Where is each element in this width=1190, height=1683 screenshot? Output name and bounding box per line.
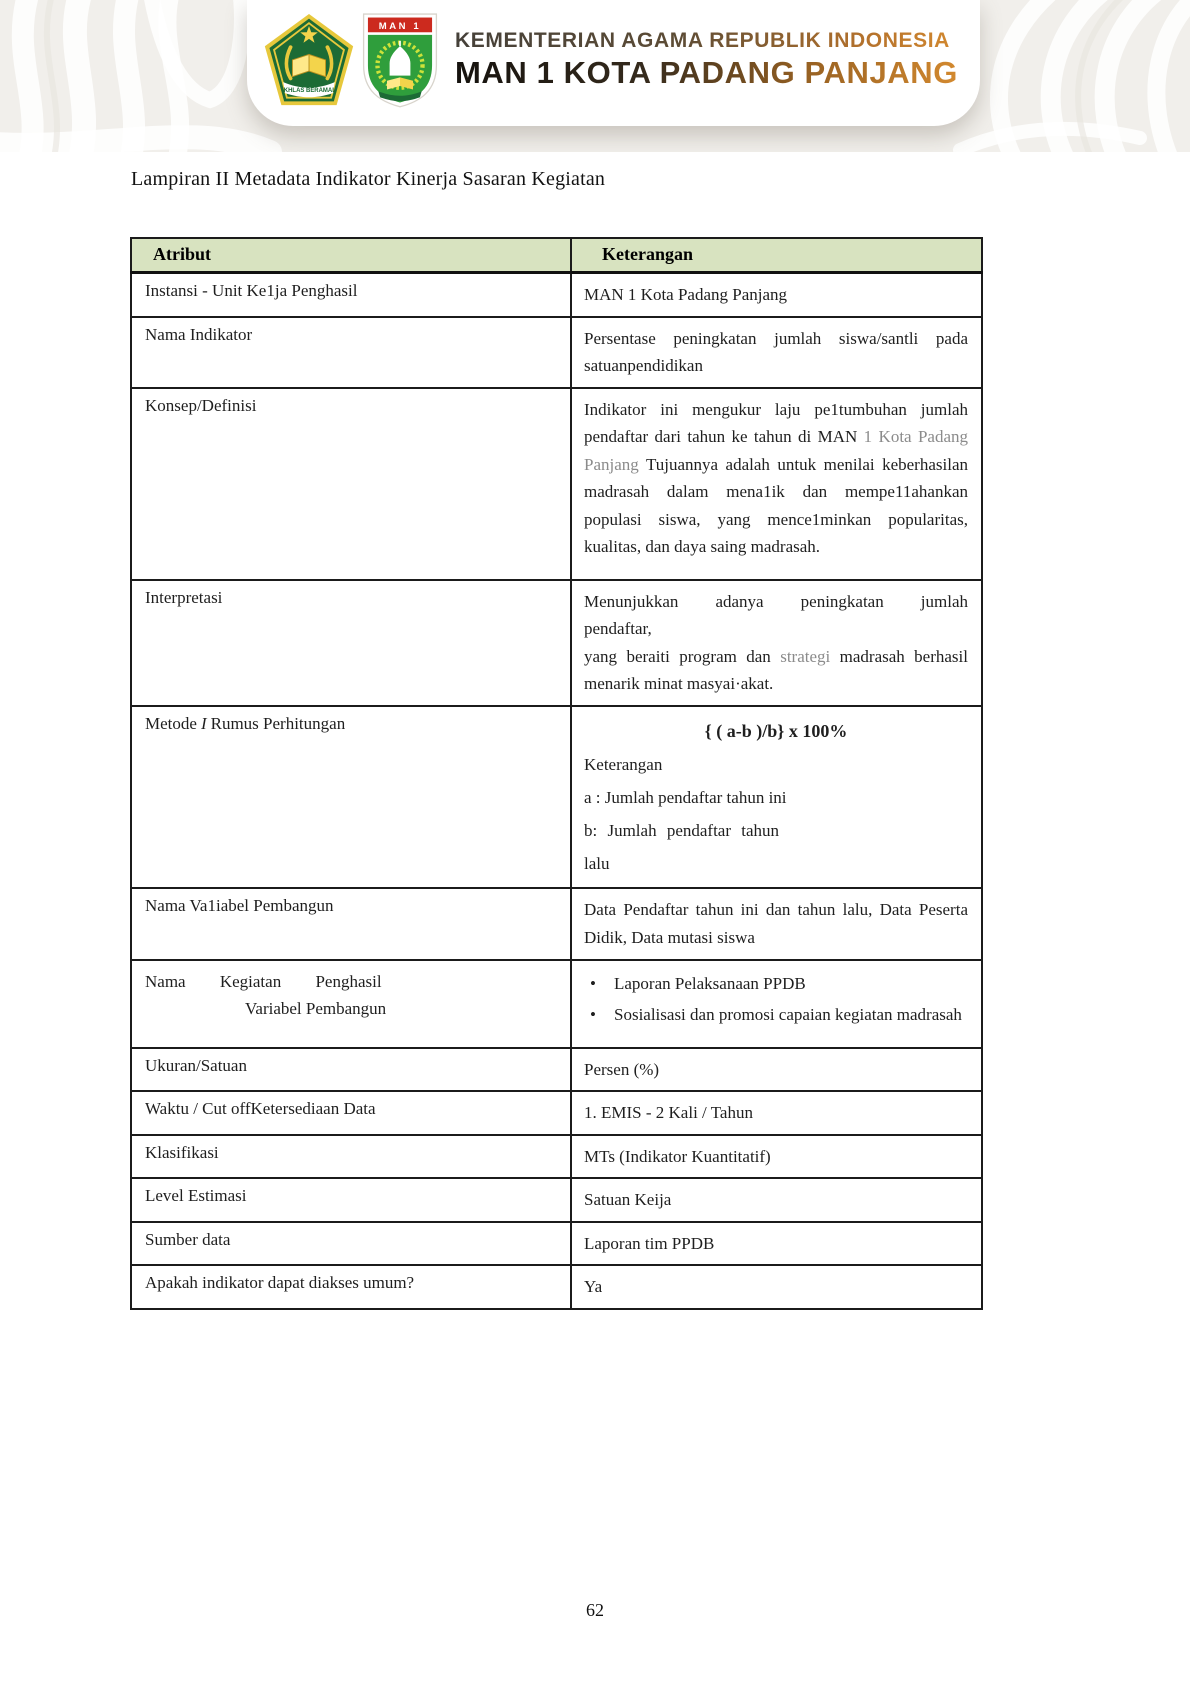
ministry-name: KEMENTERIAN AGAMA REPUBLIK INDONESIA [455, 29, 958, 53]
attr-metode: Metode I Rumus Perhitungan [131, 706, 571, 889]
column-header-keterangan: Keterangan [571, 238, 982, 273]
value-level: Satuan Keija [571, 1178, 982, 1222]
value-metode: { ( a-b )/b} x 100% Keterangan a : Jumlah pendaftar tahun ini b: Jumlah pendaftar tahun lalu [571, 706, 982, 889]
value-waktu: 1. EMIS - 2 Kali / Tahun [571, 1091, 982, 1135]
value-instansi: MAN 1 Kota Padang Panjang [571, 273, 982, 317]
table-row [131, 317, 982, 388]
attr-akses: Apakah indikator dapat diakses umum? [131, 1265, 571, 1309]
attr-nama-indikator: Nama Indikator [131, 317, 571, 388]
table-row [131, 273, 982, 317]
table-row [131, 580, 982, 706]
table-row [131, 1091, 982, 1135]
man1-logo [361, 10, 439, 110]
value-akses: Ya [571, 1265, 982, 1309]
school-name: MAN 1 KOTA PADANG PANJANG [455, 55, 958, 90]
table-row [131, 1048, 982, 1092]
value-kegiatan [571, 960, 982, 1048]
value-interpretasi: Menunjukkan adanya peningkatan jumlah pendaftar, yang beraiti program dan strategi madrasah berhasil menarik minat masyai·akat. [571, 580, 982, 706]
letterhead-banner [0, 0, 1190, 152]
attr-sumber: Sumber data [131, 1222, 571, 1266]
document-title: Lampiran II Metadata Indikator Kinerja Sasaran Kegiatan [131, 168, 606, 190]
table-row [131, 1265, 982, 1309]
letterhead-card [247, 0, 980, 126]
table-row [131, 888, 982, 959]
bullet-icon: • [590, 1004, 596, 1024]
attr-klasifikasi: Klasifikasi [131, 1135, 571, 1179]
table-row [131, 388, 982, 580]
man1-banner-text: MAN 1 [378, 20, 422, 32]
value-ukuran: Persen (%) [571, 1048, 982, 1092]
kemenag-ribbon-text: IKHLAS BERAMAL [282, 88, 336, 95]
value-nama-indikator: Persentase peningkatan jumlah siswa/santli pada satuanpendidikan [571, 317, 982, 388]
attr-ukuran: Ukuran/Satuan [131, 1048, 571, 1092]
table-header-row [131, 238, 982, 273]
attr-variabel: Nama Va1iabel Pembangun [131, 888, 571, 959]
list-item: • Laporan Pelaksanaan PPDB [584, 968, 968, 999]
attr-waktu: Waktu / Cut offKetersediaan Data [131, 1091, 571, 1135]
column-header-atribut: Atribut [131, 238, 571, 273]
page-number: 62 [586, 1600, 604, 1620]
table-row [131, 960, 982, 1048]
table-row [131, 1222, 982, 1266]
value-variabel: Data Pendaftar tahun ini dan tahun lalu, Data Peserta Didik, Data mutasi siswa [571, 888, 982, 959]
attr-level: Level Estimasi [131, 1178, 571, 1222]
table-row [131, 1178, 982, 1222]
value-sumber: Laporan tim PPDB [571, 1222, 982, 1266]
attr-kegiatan: Nama Kegiatan Penghasil Variabel Pembangun [131, 960, 571, 1048]
attr-interpretasi: Interpretasi [131, 580, 571, 706]
metadata-table [130, 237, 983, 1310]
list-item: • Sosialisasi dan promosi capaian kegiatan madrasah [584, 999, 968, 1030]
kemenag-logo [263, 12, 355, 108]
value-klasifikasi: MTs (Indikator Kuantitatif) [571, 1135, 982, 1179]
letterhead-text [455, 29, 958, 91]
value-konsep: Indikator ini mengukur laju pe1tumbuhan jumlah pendaftar dari tahun ke tahun di MAN 1 Kota Padang Panjang Tujuannya adalah untuk menilai keberhasilan madrasah dalam mena1ik dan mempe11ahankan populasi siswa, yang mence1minkan popularitas, kualitas, dan daya saing madrasah. [571, 388, 982, 580]
bullet-icon: • [590, 973, 596, 993]
table-row [131, 1135, 982, 1179]
table-row [131, 706, 982, 889]
formula-text: { ( a-b )/b} x 100% [704, 720, 848, 741]
attr-instansi: Instansi - Unit Ke1ja Penghasil [131, 273, 571, 317]
attr-konsep: Konsep/Definisi [131, 388, 571, 580]
